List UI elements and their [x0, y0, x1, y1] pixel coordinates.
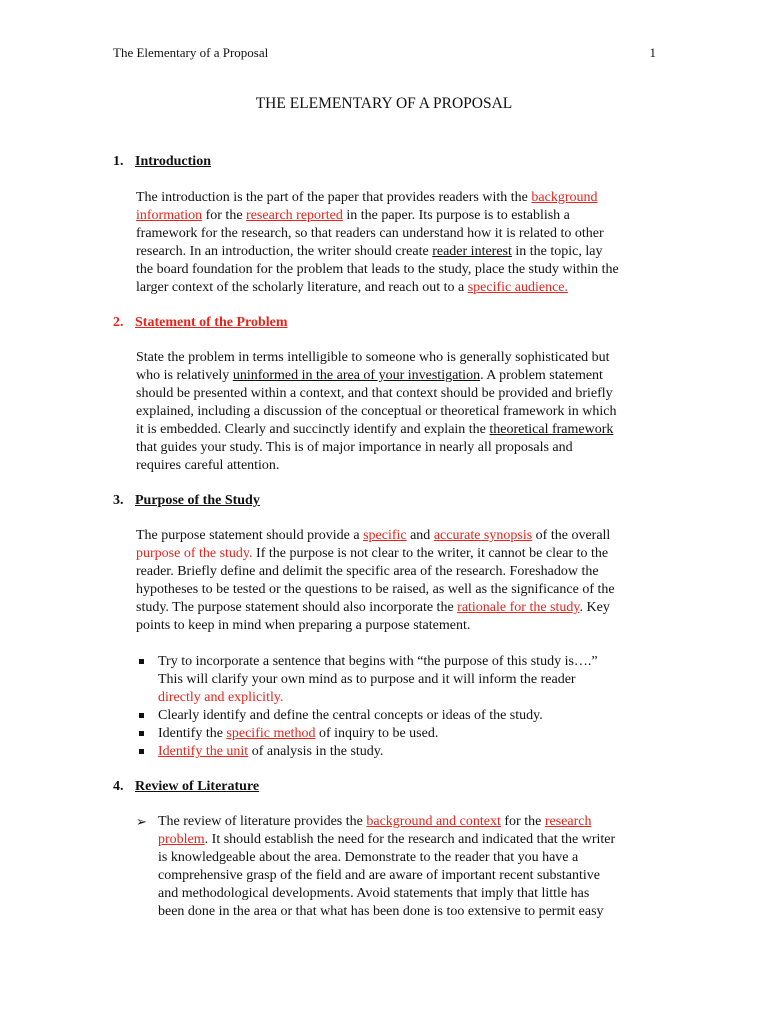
page-number: 1: [649, 45, 656, 60]
list-item: [136, 725, 656, 743]
highlighted-term: background and context: [366, 814, 501, 829]
text-line: and methodological developments. Avoid statements that imply that little has: [158, 886, 590, 901]
highlighted-term: Identify the unit: [158, 744, 249, 759]
review-bullet-list: [136, 813, 656, 921]
list-item: [136, 813, 656, 921]
text-line: hypotheses to be tested or the questions to be raised, as well as the significance of the: [136, 582, 615, 597]
highlighted-term: background: [531, 190, 598, 205]
text-span: of inquiry to be used.: [315, 726, 439, 741]
section-title: Introduction: [135, 154, 211, 169]
section-title: Statement of the Problem: [135, 315, 288, 330]
text-span: study. The purpose statement should also incorporate the: [136, 600, 458, 615]
square-bullet-icon: [139, 749, 144, 754]
list-item: [136, 653, 656, 707]
text-span: . A problem statement: [480, 368, 603, 383]
text-span: it is embedded. Clearly and succinctly identify and explain the: [136, 422, 490, 437]
text-span: for the: [500, 814, 545, 829]
running-header: [113, 45, 656, 61]
text-span: The review of literature provides the: [158, 814, 367, 829]
section-title: Purpose of the Study: [135, 493, 260, 508]
text-span: in the paper. Its purpose is to establish a: [342, 208, 570, 223]
text-line: Clearly identify and define the central concepts or ideas of the study.: [158, 708, 543, 723]
text-span: of analysis in the study.: [248, 744, 384, 759]
text-line: Try to incorporate a sentence that begins with “the purpose of this study is….”: [158, 654, 598, 669]
highlighted-term: specific audience.: [467, 280, 568, 295]
list-item: [136, 743, 656, 761]
text-span: Identify the: [158, 726, 227, 741]
square-bullet-icon: [139, 659, 144, 664]
section-title: Review of Literature: [135, 779, 260, 794]
section-heading-review-of-literature: [113, 778, 259, 796]
highlighted-term: rationale for the study: [457, 600, 580, 615]
arrow-bullet-icon: ➢: [136, 814, 147, 829]
purpose-paragraph: [136, 527, 656, 635]
section-heading-purpose-of-study: [113, 492, 260, 510]
problem-paragraph: [136, 349, 656, 475]
text-span: The introduction is the part of the paper that provides readers with the: [136, 190, 532, 205]
highlighted-term: problem: [158, 832, 205, 847]
text-span: . Key: [579, 600, 610, 615]
text-line: been done in the area or that what has been done is too extensive to permit easy: [158, 904, 604, 919]
document-title: THE ELEMENTARY OF A PROPOSAL: [255, 95, 513, 112]
text-line: should be presented within a context, and that context should be provided and briefly: [136, 386, 613, 401]
section-number: 3.: [113, 493, 124, 508]
text-span: research. In an introduction, the writer should create: [136, 244, 433, 259]
highlighted-term: purpose of the study.: [136, 546, 253, 561]
highlighted-term: directly and explicitly.: [158, 690, 284, 705]
text-line: the board foundation for the problem that leads to the study, place the study within the: [136, 262, 619, 277]
section-number: 1.: [113, 154, 124, 169]
text-span: and: [406, 528, 434, 543]
underlined-term: uninformed in the area of your investigation: [232, 368, 481, 383]
section-number: 2.: [113, 315, 124, 330]
highlighted-term: specific method: [226, 726, 316, 741]
introduction-paragraph: [136, 189, 656, 297]
text-span: larger context of the scholarly literature, and reach out to a: [136, 280, 468, 295]
text-line: reader. Briefly define and delimit the specific area of the research. Foreshadow the: [136, 564, 599, 579]
text-span: for the: [202, 208, 247, 223]
running-title: The Elementary of a Proposal: [113, 45, 269, 60]
purpose-bullet-list: [136, 653, 656, 761]
text-line: comprehensive grasp of the field and are aware of important recent substantive: [158, 868, 600, 883]
text-span: who is relatively: [136, 368, 233, 383]
text-span: . It should establish the need for the research and indicated that the writer: [204, 832, 616, 847]
section-number: 4.: [113, 779, 124, 794]
text-span: of the overall: [532, 528, 611, 543]
text-line: This will clarify your own mind as to purpose and it will inform the reader: [158, 672, 576, 687]
square-bullet-icon: [139, 731, 144, 736]
section-heading-statement-of-problem: [113, 314, 288, 332]
highlighted-term: research: [544, 814, 592, 829]
text-line: explained, including a discussion of the conceptual or theoretical framework in which: [136, 404, 617, 419]
text-line: framework for the research, so that readers can understand how it is related to other: [136, 226, 604, 241]
text-span: If the purpose is not clear to the writer, it cannot be clear to the: [252, 546, 609, 561]
highlighted-term: accurate synopsis: [433, 528, 533, 543]
text-line: is knowledgeable about the area. Demonstrate to the reader that you have a: [158, 850, 579, 865]
text-line: requires careful attention.: [136, 458, 280, 473]
highlighted-term: specific: [363, 528, 407, 543]
underlined-term: theoretical framework: [489, 422, 614, 437]
list-item: [136, 707, 656, 725]
text-line: State the problem in terms intelligible to someone who is generally sophisticated but: [136, 350, 610, 365]
text-line: points to keep in mind when preparing a purpose statement.: [136, 618, 471, 633]
text-line: that guides your study. This is of major importance in nearly all proposals and: [136, 440, 573, 455]
square-bullet-icon: [139, 713, 144, 718]
highlighted-term: information: [136, 208, 203, 223]
highlighted-term: research reported: [246, 208, 343, 223]
text-span: in the topic, lay: [511, 244, 603, 259]
section-heading-introduction: [113, 153, 211, 171]
underlined-term: reader interest: [432, 244, 512, 259]
text-span: The purpose statement should provide a: [136, 528, 364, 543]
